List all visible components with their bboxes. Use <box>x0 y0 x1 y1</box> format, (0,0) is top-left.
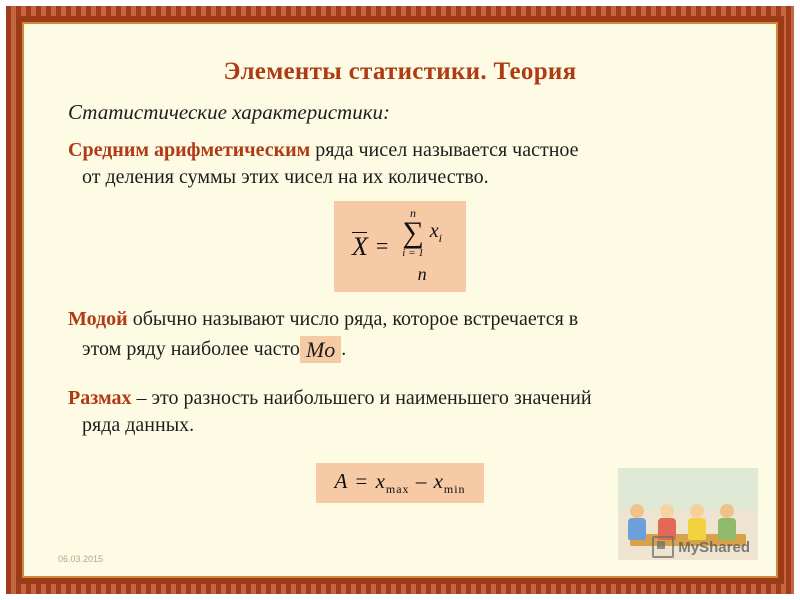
paragraph-mode-line2-tail: . <box>341 337 347 360</box>
spacer-1 <box>54 369 746 385</box>
paragraph-mode-line2 <box>82 333 746 363</box>
paragraph-range-line2: ряда данных. <box>82 413 195 436</box>
formula-mean-lhs: X <box>351 232 368 262</box>
formula-range-term1 <box>375 468 410 496</box>
fraction-denominator: n <box>417 263 427 284</box>
clipart-person-4-head <box>720 504 734 518</box>
summation-symbol-group <box>402 207 423 259</box>
page-title: Элементы статистики. Теория <box>223 58 577 85</box>
paragraph-mode <box>68 306 746 363</box>
clipart-person-2-head <box>660 504 674 518</box>
clipart-person-3-head <box>690 504 704 518</box>
sum-term <box>430 220 442 246</box>
paragraph-range <box>68 385 746 439</box>
sum-upper-limit: n <box>410 206 417 220</box>
paragraph-mode-line2-text: этом ряду наиболее часто <box>82 337 300 360</box>
formula-range-lhs: A <box>334 468 348 493</box>
formula-range <box>316 463 483 503</box>
slide-page <box>22 22 778 578</box>
clipart-person-1 <box>628 504 646 540</box>
clipart-person-1-head <box>630 504 644 518</box>
sum-term-index: i <box>438 230 443 245</box>
formula-range-equals: = <box>354 468 370 493</box>
watermark-label: MyShared <box>678 538 750 556</box>
sum-term-base: x <box>429 219 439 242</box>
sigma-icon: ∑ <box>402 216 424 249</box>
formula-mean <box>334 201 466 292</box>
watermark-logo-icon <box>652 536 674 558</box>
paragraph-mean <box>68 137 746 191</box>
keyword-mode: Модой <box>68 307 128 330</box>
formula-range-minus: – <box>415 468 428 493</box>
spacer-2 <box>54 445 746 453</box>
sum-lower-limit: i = 1 <box>402 246 424 259</box>
clipart-person-3 <box>688 504 706 540</box>
paragraph-mean-rest: ряда чисел называется частное <box>310 139 579 161</box>
paragraph-range-rest: – это разность наибольшего и наименьшего значений <box>131 386 592 409</box>
clipart-person-4 <box>718 504 736 540</box>
paragraph-mode-rest: обычно называют число ряда, которое встречается в <box>127 307 579 330</box>
formula-range-term2-base: x <box>433 468 444 493</box>
paragraph-mean-line2: от деления суммы этих чисел на их количество. <box>82 166 489 188</box>
formula-range-term1-sub: max <box>385 481 410 496</box>
formula-range-term2-sub: min <box>443 481 466 496</box>
clipart-person-1-body <box>628 518 646 540</box>
clipart-person-2 <box>658 504 676 540</box>
subtitle: Статистические характеристики: <box>68 100 391 124</box>
formula-mean-fraction <box>396 207 448 286</box>
keyword-mean: Средним арифметическим <box>68 139 311 161</box>
formula-range-term1-base: x <box>375 468 386 493</box>
keyword-range: Размах <box>68 386 132 409</box>
formula-mode-inline: Mo <box>300 336 341 363</box>
watermark <box>652 536 750 558</box>
formula-mean-wrap <box>54 201 746 292</box>
formula-mean-equals: = <box>375 233 389 259</box>
date-stamp: 06.03.2015 <box>58 554 104 564</box>
formula-range-term2 <box>433 468 466 496</box>
